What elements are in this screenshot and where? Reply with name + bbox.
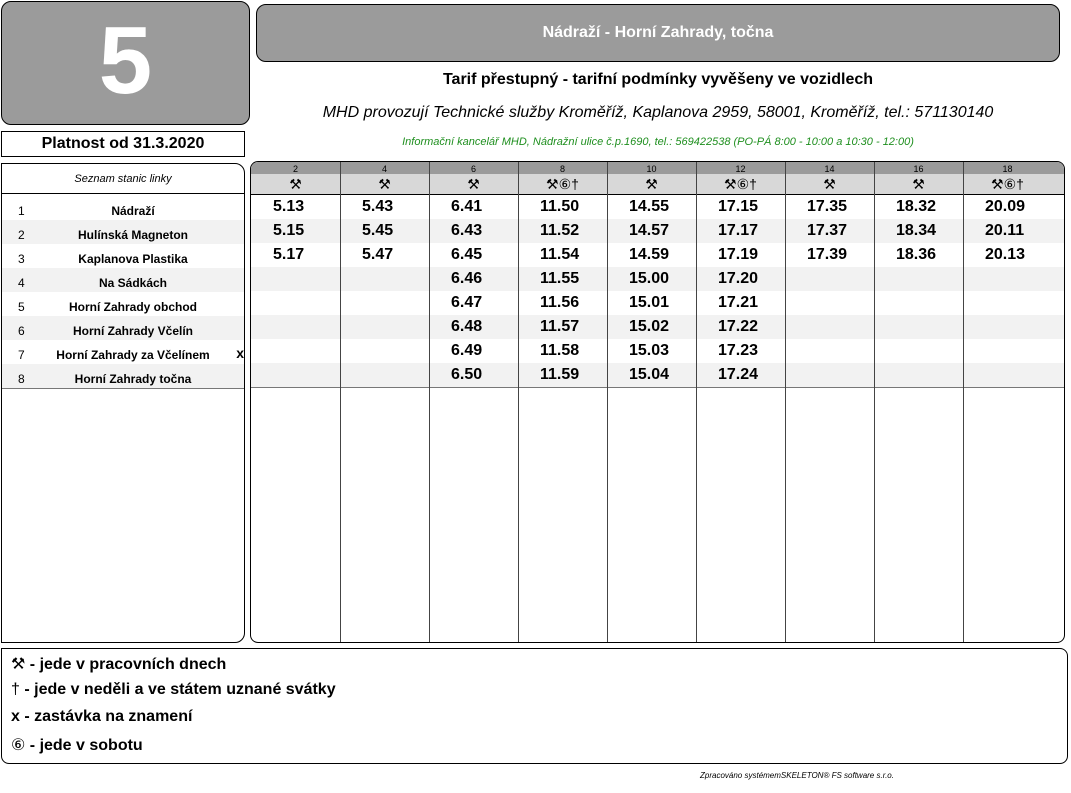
- trip-symbols: ⚒: [645, 176, 658, 192]
- line-number-box: 5: [1, 1, 250, 125]
- departure-time: 14.59: [629, 246, 670, 263]
- departure-time: 5.13: [273, 198, 305, 215]
- departure-time: 15.02: [629, 318, 670, 335]
- departure-time: 5.43: [362, 198, 394, 215]
- departure-time: 11.55: [540, 270, 580, 287]
- departure-time: 20.11: [985, 222, 1025, 239]
- stop-name: Horní Zahrady za Včelínem: [56, 348, 210, 362]
- trip-number: 6: [470, 164, 476, 174]
- trip-number: 16: [913, 164, 924, 174]
- legend-text: - jede v pracovních dnech: [25, 656, 227, 673]
- trip-symbols: ⚒: [467, 176, 480, 192]
- stop-name: Nádraží: [111, 204, 155, 218]
- trip-header: [963, 162, 1052, 194]
- departure-time: 17.37: [807, 222, 848, 239]
- departure-time: 6.50: [451, 366, 483, 383]
- info-office-note: Informační kancelář MHD, Nádražní ulice č.p.1690, tel.: 569422538 (PO-PÁ 8:00 - 10:00 a 10:30 - 12:00): [402, 136, 914, 148]
- stop-number: 6: [18, 324, 25, 338]
- departure-time: 17.15: [718, 198, 759, 215]
- stop-row: [2, 340, 244, 365]
- stop-name: Kaplanova Plastika: [78, 252, 188, 266]
- departure-time: 6.45: [451, 246, 483, 263]
- departure-time: 6.43: [451, 222, 483, 239]
- departure-time: 20.13: [985, 246, 1026, 263]
- departure-time: 6.48: [451, 318, 483, 335]
- trip-header: [251, 162, 340, 194]
- stop-name: Horní Zahrady točna: [74, 372, 192, 386]
- validity-date: Platnost od 31.3.2020: [1, 131, 245, 157]
- trip-symbols: ⚒: [378, 176, 391, 192]
- departure-time: 17.23: [718, 342, 759, 359]
- timetable-grid: [250, 161, 1065, 643]
- trip-number: 4: [381, 164, 387, 174]
- stop-number: 3: [18, 252, 25, 266]
- trip-symbols: ⚒: [823, 176, 836, 192]
- departure-time: 6.47: [451, 294, 483, 311]
- stop-row: [2, 244, 244, 269]
- departure-time: 17.21: [718, 294, 759, 311]
- departure-time: 15.00: [629, 270, 670, 287]
- trip-number: 8: [559, 164, 565, 174]
- legend-symbol: †: [11, 681, 20, 698]
- trip-symbols: ⚒⑥†: [991, 176, 1024, 192]
- trip-header: [874, 162, 963, 194]
- stop-row: [2, 268, 244, 293]
- departure-time: 17.22: [718, 318, 759, 335]
- trip-header: [429, 162, 518, 194]
- departure-time: 15.01: [629, 294, 670, 311]
- trip-number: 14: [824, 164, 835, 174]
- departure-time: 17.39: [807, 246, 848, 263]
- departure-time: 17.20: [718, 270, 759, 287]
- software-credit: Zpracováno systémemSKELETON® FS software s.r.o.: [700, 771, 894, 780]
- departure-time: 11.50: [540, 198, 580, 215]
- trip-number: 10: [646, 164, 657, 174]
- departure-time: 5.45: [362, 222, 394, 239]
- departure-time: 6.41: [451, 198, 483, 215]
- trip-number: 18: [1002, 164, 1013, 174]
- stop-number: 4: [18, 276, 25, 290]
- legend-item: [11, 708, 192, 726]
- stop-name: Horní Zahrady obchod: [68, 300, 197, 314]
- trip-symbols: ⚒: [912, 176, 925, 192]
- departure-time: 5.15: [273, 222, 305, 239]
- departure-time: 14.55: [629, 198, 670, 215]
- stop-number: 7: [18, 348, 25, 362]
- departure-time: 14.57: [629, 222, 670, 239]
- departure-time: 6.46: [451, 270, 483, 287]
- departure-time: 20.09: [985, 198, 1026, 215]
- trip-header: [607, 162, 696, 194]
- tariff-note: Tarif přestupný - tarifní podmínky vyvěšeny ve vozidlech: [442, 71, 874, 88]
- stop-row: [2, 220, 244, 245]
- trip-number: 2: [292, 164, 298, 174]
- legend: [1, 648, 1068, 764]
- stop-name: Hulínská Magneton: [77, 228, 188, 242]
- request-stop-mark: x: [236, 345, 244, 361]
- stop-name: Horní Zahrady Včelín: [72, 324, 194, 338]
- departure-time: 18.32: [896, 198, 937, 215]
- departure-time: 5.17: [273, 246, 305, 263]
- legend-text: - jede v sobotu: [25, 737, 143, 754]
- departure-time: 5.47: [362, 246, 394, 263]
- departure-time: 11.56: [540, 294, 580, 311]
- trip-header: [785, 162, 874, 194]
- legend-symbol: x: [11, 708, 20, 725]
- departure-time: 17.35: [807, 198, 848, 215]
- stops-header: Seznam stanic linky: [2, 164, 244, 194]
- departure-time: 17.19: [718, 246, 759, 263]
- departure-time: 17.17: [718, 222, 759, 239]
- departure-time: 11.54: [540, 246, 580, 263]
- stops-list: [1, 163, 245, 643]
- trip-symbols: ⚒⑥†: [546, 176, 579, 192]
- stop-number: 1: [18, 204, 25, 218]
- stop-name: Na Sádkách: [98, 276, 168, 290]
- operator-info: MHD provozují Technické služby Kroměříž, Kaplanova 2959, 58001, Kroměříž, tel.: 571130140: [322, 104, 994, 121]
- trip-header: [340, 162, 429, 194]
- stop-row: [2, 196, 244, 221]
- stop-row: [2, 292, 244, 317]
- departure-time: 11.52: [540, 222, 580, 239]
- departure-time: 11.59: [540, 366, 580, 383]
- departure-time: 15.03: [629, 342, 670, 359]
- trip-number: 12: [735, 164, 746, 174]
- stop-number: 5: [18, 300, 25, 314]
- departure-time: 18.34: [896, 222, 937, 239]
- trip-symbols: ⚒: [289, 176, 302, 192]
- route-title: Nádraží - Horní Zahrady, točna: [256, 4, 1060, 62]
- departure-time: 11.58: [540, 342, 580, 359]
- departure-time: 11.57: [540, 318, 580, 335]
- departure-time: 18.36: [896, 246, 937, 263]
- trip-symbols: ⚒⑥†: [724, 176, 757, 192]
- stop-number: 2: [18, 228, 25, 242]
- stop-row: [2, 316, 244, 341]
- trip-header: [696, 162, 785, 194]
- stop-row: [2, 364, 244, 389]
- legend-symbol: ⑥: [11, 737, 26, 754]
- legend-item: [11, 654, 226, 674]
- trip-header: [518, 162, 607, 194]
- departure-time: 15.04: [629, 366, 670, 383]
- legend-symbol: ⚒: [11, 656, 26, 673]
- departure-time: 6.49: [451, 342, 483, 359]
- legend-item: [11, 735, 143, 755]
- legend-text: - jede v neděli a ve státem uznané svátky: [19, 681, 336, 698]
- departure-time: 17.24: [718, 366, 759, 383]
- legend-text: - zastávka na znamení: [19, 708, 193, 725]
- legend-item: [11, 681, 336, 699]
- stop-number: 8: [18, 372, 25, 386]
